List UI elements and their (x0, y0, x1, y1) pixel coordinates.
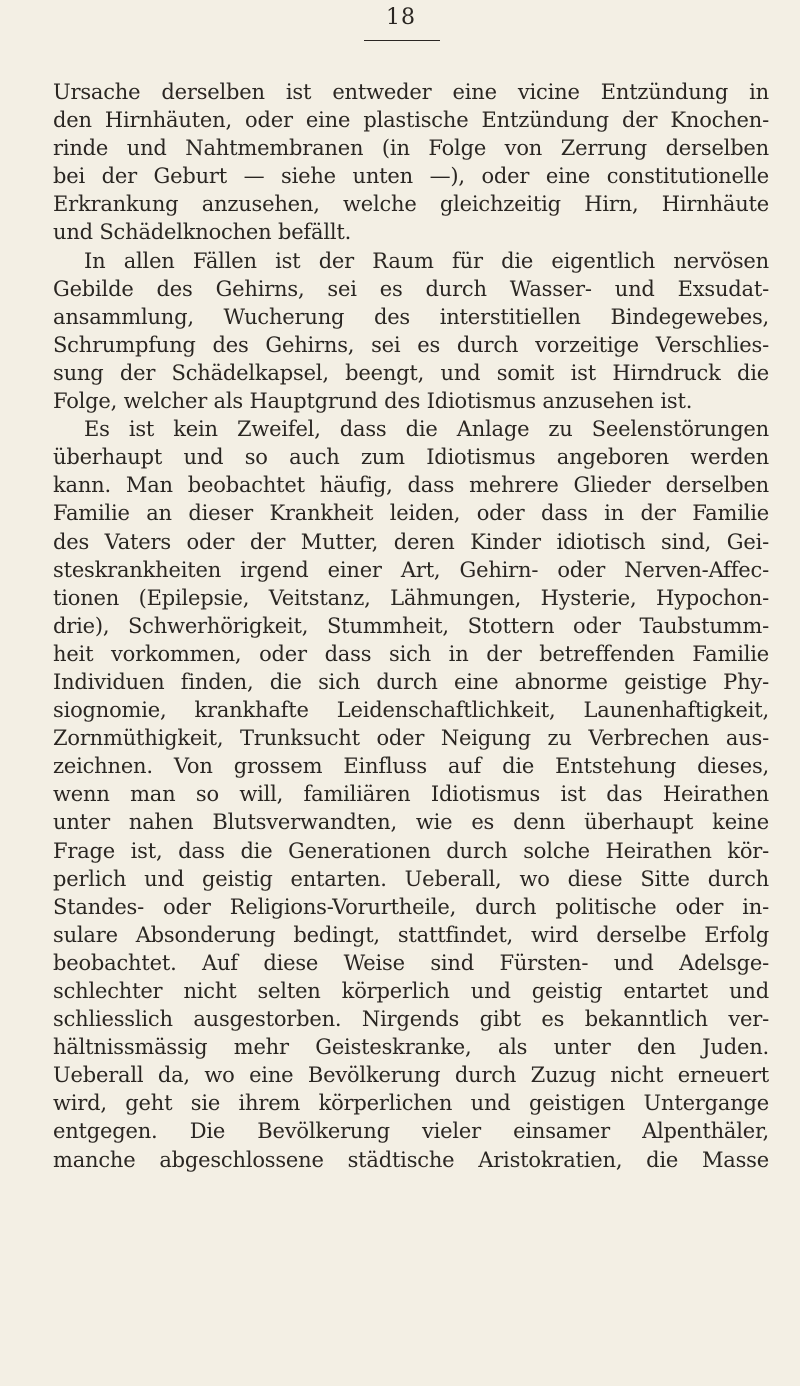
text-line: heit vorkommen, oder dass sich in der betreffenden Familie (53, 641, 769, 666)
text-line: kann. Man beobachtet häufig, dass mehrere Glieder derselben (53, 473, 769, 498)
text-line: Familie an dieser Krankheit leiden, oder dass in der Familie (53, 501, 769, 526)
text-line: ansammlung, Wucherung des interstitiellen Bindegewebes, (53, 304, 769, 329)
text-line: In allen Fällen ist der Raum für die eigentlich nervösen (84, 248, 769, 273)
text-line: den Hirnhäuten, oder eine plastische Entzündung der Knochen- (53, 108, 769, 133)
text-line: sulare Absonderung bedingt, stattfindet, wird derselbe Erfolg (53, 922, 769, 947)
page-number-rule (364, 40, 440, 41)
text-line: unter nahen Blutsverwandten, wie es denn überhaupt keine (53, 810, 769, 835)
text-line: Erkrankung anzusehen, welche gleichzeitig Hirn, Hirnhäute (53, 192, 769, 217)
text-line: rinde und Nahtmembranen (in Folge von Zerrung derselben (53, 136, 769, 161)
text-line: schlechter nicht selten körperlich und geistig entartet und (53, 979, 769, 1003)
text-line: tionen (Epilepsie, Veitstanz, Lähmungen, Hysterie, Hypochon- (53, 585, 769, 610)
text-line: bei der Geburt — siehe unten —), oder eine constitutionelle (53, 164, 769, 189)
text-line: Zornmüthigkeit, Trunksucht oder Neigung zu Verbrechen aus- (53, 726, 769, 751)
text-line: des Vaters oder der Mutter, deren Kinder idiotisch sind, Gei- (53, 529, 769, 554)
text-line: siognomie, krankhafte Leidenschaftlichkeit, Launenhaftigkeit, (53, 698, 769, 723)
body-text (53, 78, 769, 1174)
text-line: wenn man so will, familiären Idiotismus ist das Heirathen (53, 782, 769, 807)
text-line: Individuen finden, die sich durch eine abnorme geistige Phy- (53, 669, 769, 694)
text-line: Frage ist, dass die Generationen durch solche Heirathen kör- (53, 838, 769, 863)
text-line: drie), Schwerhörigkeit, Stummheit, Stottern oder Taubstumm- (53, 613, 769, 638)
text-line: wird, geht sie ihrem körperlichen und geistigen Untergange (53, 1091, 769, 1116)
text-line: steskrankheiten irgend einer Art, Gehirn- oder Nerven-Affec- (53, 557, 769, 582)
text-line: manche abgeschlossene städtische Aristokratien, die Masse (53, 1147, 769, 1172)
text-line: Folge, welcher als Hauptgrund des Idiotismus anzusehen ist. (53, 389, 693, 414)
text-line: überhaupt und so auch zum Idiotismus angeboren werden (53, 445, 769, 470)
text-line: schliesslich ausgestorben. Nirgends gibt es bekanntlich ver- (53, 1007, 769, 1032)
text-line: entgegen. Die Bevölkerung vieler einsamer Alpenthäler, (53, 1119, 769, 1144)
text-line: Es ist kein Zweifel, dass die Anlage zu Seelenstörungen (84, 417, 769, 442)
text-line: Schrumpfung des Gehirns, sei es durch vorzeitige Verschlies- (53, 332, 769, 357)
text-line: Standes- oder Religions-Vorurtheile, durch politische oder in- (53, 894, 769, 919)
text-line: Ursache derselben ist entweder eine vicine Entzündung in (53, 80, 769, 104)
text-line: Ueberall da, wo eine Bevölkerung durch Zuzug nicht erneuert (53, 1063, 769, 1088)
text-line: Gebilde des Gehirns, sei es durch Wasser- und Exsudat- (53, 276, 769, 301)
text-line: zeichnen. Von grossem Einfluss auf die Entstehung dieses, (53, 754, 769, 779)
page-number: 18 (386, 5, 416, 30)
text-line: und Schädelknochen befällt. (53, 220, 352, 245)
text-line: sung der Schädelkapsel, beengt, und somit ist Hirndruck die (53, 360, 769, 385)
text-line: beobachtet. Auf diese Weise sind Fürsten- und Adelsge- (53, 950, 769, 975)
text-line: hältnissmässig mehr Geisteskranke, als unter den Juden. (53, 1035, 769, 1060)
text-line: perlich und geistig entarten. Ueberall, wo diese Sitte durch (53, 866, 769, 891)
